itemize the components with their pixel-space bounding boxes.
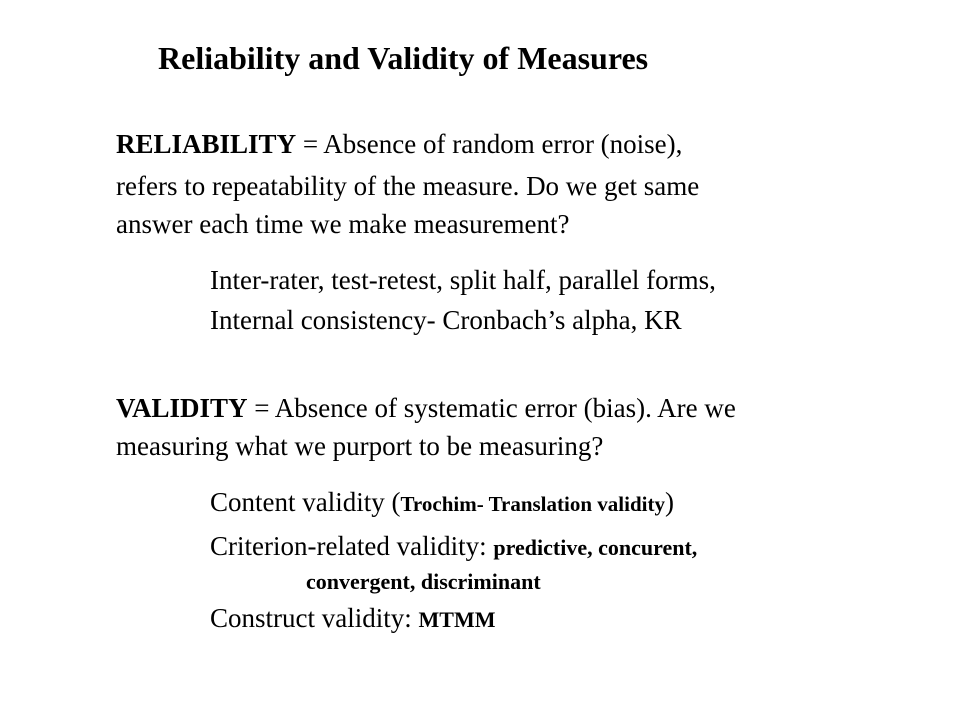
reliability-definition-line-3: answer each time we make measurement?: [116, 209, 570, 239]
reliability-methods-line-1: Inter-rater, test-retest, split half, parallel forms,: [210, 265, 716, 295]
reliability-methods-line-2: Internal consistency- Cronbach’s alpha, KR: [210, 305, 682, 335]
validity-definition-line-1: [116, 393, 736, 424]
content-validity-close: ): [664, 487, 674, 517]
slide-title: Reliability and Validity of Measures: [158, 40, 649, 76]
validity-definition-text: = Absence of systematic error (bias). Are we: [247, 393, 736, 423]
criterion-validity-detail: predictive, concurent,: [493, 535, 698, 560]
criterion-validity-detail-line-2: convergent, discriminant: [306, 569, 541, 594]
validity-definition-line-2: measuring what we purport to be measuring?: [116, 431, 604, 461]
construct-validity-detail: MTMM: [418, 607, 496, 632]
reliability-definition-line-2: refers to repeatability of the measure. Do we get same: [116, 171, 700, 201]
content-validity-item: [210, 487, 674, 518]
reliability-term: RELIABILITY: [116, 129, 297, 159]
reliability-definition-text: = Absence of random error (noise),: [296, 129, 683, 159]
construct-validity-item: [210, 603, 495, 634]
criterion-validity-label: Criterion-related validity:: [210, 531, 494, 561]
validity-term: VALIDITY: [116, 393, 248, 423]
construct-validity-label: Construct validity:: [210, 603, 419, 633]
content-validity-detail: Trochim- Translation validity: [400, 492, 665, 516]
criterion-validity-item: [210, 531, 697, 562]
reliability-definition-line-1: [116, 129, 682, 160]
content-validity-label: Content validity (: [210, 487, 401, 517]
